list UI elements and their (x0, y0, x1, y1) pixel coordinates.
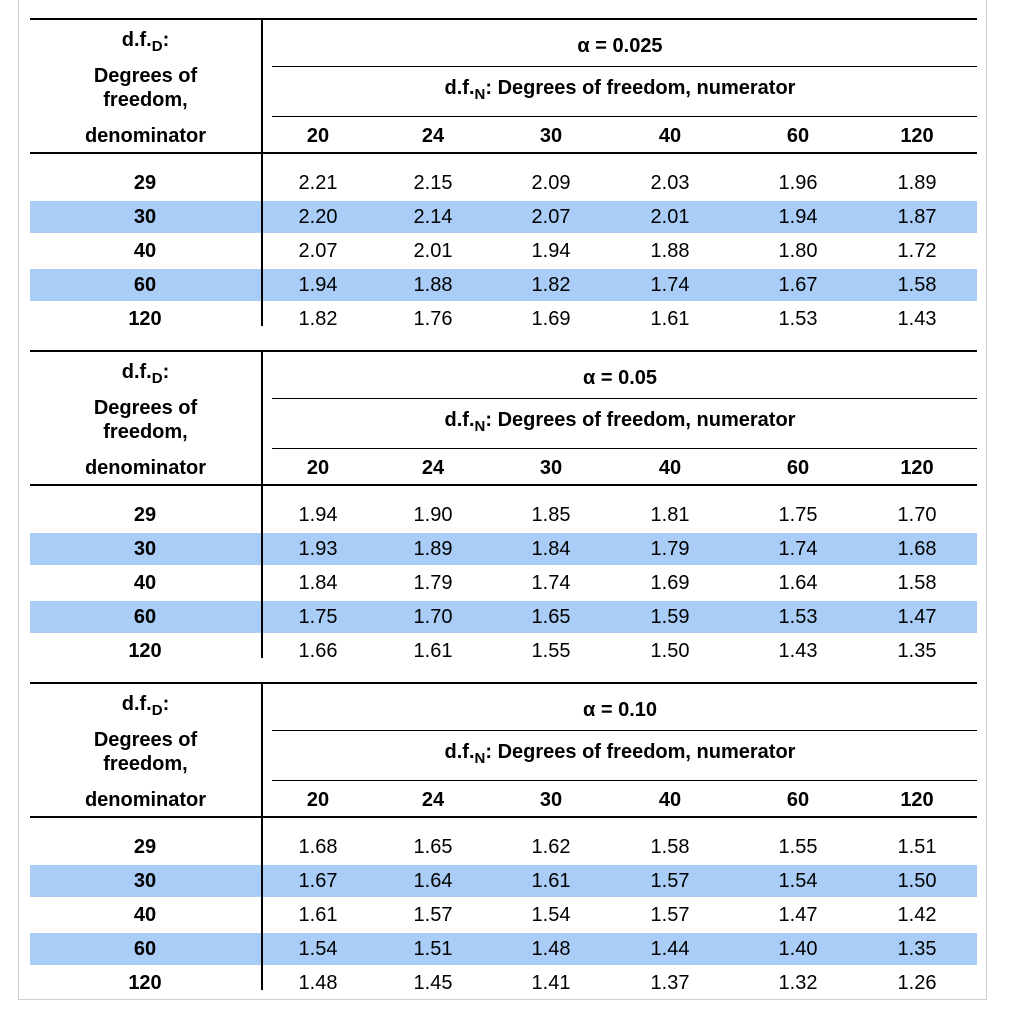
table-cell: 1.57 (650, 870, 690, 892)
table-cell: 1.65 (531, 606, 571, 628)
table-cell: 1.62 (531, 836, 571, 858)
table-cell: 1.40 (778, 938, 818, 960)
table-cell: 1.51 (897, 836, 937, 858)
row-label: 29 (133, 836, 157, 858)
table-cell: 1.75 (778, 504, 818, 526)
table-cell: 1.35 (897, 938, 937, 960)
denominator-label: denominator (84, 789, 207, 811)
table-block (30, 350, 977, 660)
table-cell: 1.82 (531, 274, 571, 296)
table-cell: 1.67 (778, 274, 818, 296)
top-rule (30, 18, 977, 20)
table-cell: 1.81 (650, 504, 690, 526)
numerator-rule (272, 780, 977, 781)
header-rule (30, 152, 977, 154)
alpha-rule (272, 730, 977, 731)
alpha-value: α = 0.025 (577, 35, 663, 57)
row-label: 120 (128, 640, 162, 662)
table-cell: 1.51 (413, 938, 453, 960)
column-header: 60 (786, 789, 810, 811)
column-divider (261, 682, 263, 990)
df-numerator-label: $d.f._N$: Degrees of freedom, numerator (444, 77, 796, 103)
table-cell: 1.82 (298, 308, 338, 330)
degrees-of-label: Degrees of (93, 729, 198, 751)
degrees-of-label: Degrees of (93, 397, 198, 419)
table-cell: 1.94 (778, 206, 818, 228)
freedom-label: freedom, (103, 421, 188, 443)
numerator-rule (272, 116, 977, 117)
table-cell: 2.01 (650, 206, 690, 228)
df-numerator-label: $d.f._N$: Degrees of freedom, numerator (444, 409, 796, 435)
table-cell: 1.57 (413, 904, 453, 926)
alpha-rule (272, 398, 977, 399)
table-cell: 1.59 (650, 606, 690, 628)
df-denominator-label: $d.f._D$: (121, 361, 170, 387)
denominator-label: denominator (84, 125, 207, 147)
denominator-label: denominator (84, 457, 207, 479)
table-cell: 1.88 (413, 274, 453, 296)
row-label: 60 (133, 606, 157, 628)
table-cell: 1.41 (531, 972, 571, 994)
row-label: 40 (133, 572, 157, 594)
table-cell: 1.79 (413, 572, 453, 594)
column-header: 24 (421, 125, 445, 147)
row-label: 30 (133, 206, 157, 228)
header-rule (30, 816, 977, 818)
table-cell: 1.47 (897, 606, 937, 628)
column-header: 20 (306, 789, 330, 811)
column-header: 60 (786, 125, 810, 147)
row-label: 30 (133, 538, 157, 560)
column-header: 40 (658, 125, 682, 147)
table-cell: 1.55 (531, 640, 571, 662)
column-header: 24 (421, 789, 445, 811)
table-cell: 1.61 (413, 640, 453, 662)
table-cell: 1.47 (778, 904, 818, 926)
table-cell: 1.61 (298, 904, 338, 926)
alpha-value: α = 0.05 (582, 367, 657, 389)
top-rule (30, 350, 977, 352)
table-cell: 1.93 (298, 538, 338, 560)
table-cell: 1.85 (531, 504, 571, 526)
table-cell: 2.07 (531, 206, 571, 228)
table-cell: 1.84 (531, 538, 571, 560)
table-cell: 1.65 (413, 836, 453, 858)
table-cell: 1.42 (897, 904, 937, 926)
header-rule (30, 484, 977, 486)
table-cell: 1.58 (897, 572, 937, 594)
df-denominator-label: $d.f._D$: (121, 693, 170, 719)
df-denominator-label: $d.f._D$: (121, 29, 170, 55)
column-header: 120 (900, 789, 934, 811)
row-label: 30 (133, 870, 157, 892)
column-divider (261, 18, 263, 326)
column-header: 20 (306, 125, 330, 147)
row-label: 40 (133, 904, 157, 926)
column-header: 24 (421, 457, 445, 479)
table-cell: 1.43 (897, 308, 937, 330)
table-cell: 2.14 (413, 206, 453, 228)
table-cell: 1.68 (897, 538, 937, 560)
table-cell: 1.32 (778, 972, 818, 994)
table-cell: 1.54 (778, 870, 818, 892)
column-header: 30 (539, 789, 563, 811)
table-cell: 2.09 (531, 172, 571, 194)
table-cell: 1.43 (778, 640, 818, 662)
table-cell: 1.96 (778, 172, 818, 194)
column-header: 40 (658, 457, 682, 479)
alpha-value: α = 0.10 (582, 699, 657, 721)
row-label: 29 (133, 172, 157, 194)
column-header: 60 (786, 457, 810, 479)
table-cell: 1.35 (897, 640, 937, 662)
table-cell: 1.87 (897, 206, 937, 228)
table-cell: 1.26 (897, 972, 937, 994)
table-cell: 1.44 (650, 938, 690, 960)
row-label: 120 (128, 972, 162, 994)
table-cell: 1.48 (298, 972, 338, 994)
table-cell: 1.61 (650, 308, 690, 330)
table-cell: 1.50 (650, 640, 690, 662)
df-numerator-label: $d.f._N$: Degrees of freedom, numerator (444, 741, 796, 767)
table-cell: 1.53 (778, 606, 818, 628)
table-cell: 1.90 (413, 504, 453, 526)
alpha-rule (272, 66, 977, 67)
table-cell: 2.20 (298, 206, 338, 228)
column-header: 40 (658, 789, 682, 811)
table-cell: 1.79 (650, 538, 690, 560)
row-label: 60 (133, 274, 157, 296)
table-cell: 1.66 (298, 640, 338, 662)
table-cell: 1.94 (298, 504, 338, 526)
table-cell: 1.88 (650, 240, 690, 262)
table-cell: 1.80 (778, 240, 818, 262)
row-label: 120 (128, 308, 162, 330)
table-cell: 1.54 (298, 938, 338, 960)
table-cell: 2.03 (650, 172, 690, 194)
table-cell: 1.55 (778, 836, 818, 858)
row-label: 29 (133, 504, 157, 526)
table-cell: 1.70 (413, 606, 453, 628)
table-cell: 1.58 (897, 274, 937, 296)
table-cell: 1.74 (650, 274, 690, 296)
column-header: 120 (900, 125, 934, 147)
table-cell: 1.64 (413, 870, 453, 892)
table-cell: 1.75 (298, 606, 338, 628)
freedom-label: freedom, (103, 753, 188, 775)
table-cell: 1.72 (897, 240, 937, 262)
column-header: 30 (539, 125, 563, 147)
table-cell: 1.48 (531, 938, 571, 960)
table-cell: 1.94 (531, 240, 571, 262)
row-label: 60 (133, 938, 157, 960)
table-cell: 1.54 (531, 904, 571, 926)
table-cell: 2.01 (413, 240, 453, 262)
column-divider (261, 350, 263, 658)
table-cell: 1.57 (650, 904, 690, 926)
table-cell: 1.74 (531, 572, 571, 594)
table-cell: 1.89 (897, 172, 937, 194)
table-cell: 1.74 (778, 538, 818, 560)
table-cell: 1.45 (413, 972, 453, 994)
table-cell: 1.68 (298, 836, 338, 858)
table-cell: 1.94 (298, 274, 338, 296)
table-cell: 2.15 (413, 172, 453, 194)
column-header: 120 (900, 457, 934, 479)
table-cell: 1.69 (650, 572, 690, 594)
table-cell: 2.07 (298, 240, 338, 262)
table-cell: 1.58 (650, 836, 690, 858)
table-cell: 1.67 (298, 870, 338, 892)
table-cell: 1.37 (650, 972, 690, 994)
column-header: 20 (306, 457, 330, 479)
numerator-rule (272, 448, 977, 449)
table-cell: 1.84 (298, 572, 338, 594)
column-header: 30 (539, 457, 563, 479)
table-cell: 1.69 (531, 308, 571, 330)
table-block (30, 18, 977, 328)
table-cell: 1.61 (531, 870, 571, 892)
degrees-of-label: Degrees of (93, 65, 198, 87)
table-cell: 1.53 (778, 308, 818, 330)
table-cell: 2.21 (298, 172, 338, 194)
table-cell: 1.89 (413, 538, 453, 560)
freedom-label: freedom, (103, 89, 188, 111)
row-label: 40 (133, 240, 157, 262)
table-cell: 1.70 (897, 504, 937, 526)
table-block (30, 682, 977, 992)
table-cell: 1.76 (413, 308, 453, 330)
table-cell: 1.64 (778, 572, 818, 594)
top-rule (30, 682, 977, 684)
table-cell: 1.50 (897, 870, 937, 892)
